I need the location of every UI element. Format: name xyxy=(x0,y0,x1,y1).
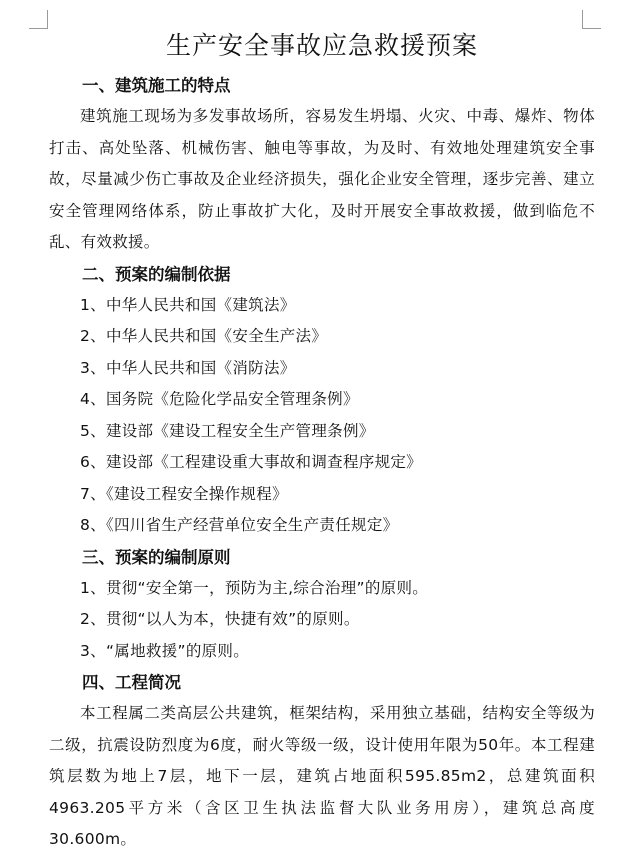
list-item: 6、建设部《工程建设重大事故和调查程序规定》 xyxy=(80,453,422,471)
section-paragraph: 建筑施工现场为多发事故场所，容易发生坍塌、火灾、中毒、爆炸、物体打击、高处坠落、机械伤害、触电等事故，为及时、有效地处理建筑安全事故，尽量减少伤亡事故及企业经济损失，强化企业安全管理，逐步完善、建立安全管理网络体系，防止事故扩大化，及时开展安全事故救援，做到临危不乱、有效救援。 xyxy=(49,107,595,251)
section-heading: 一、建筑施工的特点 xyxy=(82,76,231,95)
list-item: 4、国务院《危险化学品安全管理条例》 xyxy=(80,390,359,408)
list-item: 2、贯彻“以人为本，快捷有效”的原则。 xyxy=(80,610,360,628)
list-item: 5、建设部《建设工程安全生产管理条例》 xyxy=(80,421,375,440)
section-project-overview xyxy=(49,667,595,856)
page-corner-mark-top-left xyxy=(29,10,48,29)
document-page xyxy=(49,26,595,856)
list-item: 1、贯彻“安全第一，预防为主,综合治理”的原则。 xyxy=(80,578,429,597)
list-item: 2、中华人民共和国《安全生产法》 xyxy=(80,327,328,345)
list-item: 3、中华人民共和国《消防法》 xyxy=(80,358,296,377)
section-basis xyxy=(49,259,595,542)
section-principles xyxy=(49,542,595,668)
document-title: 生产安全事故应急救援预案 xyxy=(165,31,478,60)
list-item: 7、《建设工程安全操作规程》 xyxy=(80,484,288,503)
section-heading: 三、预案的编制原则 xyxy=(82,547,231,567)
list-item: 3、“属地救援”的原则。 xyxy=(80,641,250,660)
section-heading: 二、预案的编制依据 xyxy=(82,264,231,284)
list-item: 1、中华人民共和国《建筑法》 xyxy=(80,295,296,314)
list-item: 8、《四川省生产经营单位安全生产责任规定》 xyxy=(80,516,399,534)
section-features xyxy=(49,70,595,259)
section-heading: 四、工程简况 xyxy=(82,673,181,692)
section-paragraph: 本工程属二类高层公共建筑，框架结构，采用独立基础，结构安全等级为二级，抗震设防烈度为6度，耐火等级一级，设计使用年限为50年。本工程建筑层数为地上7层，地下一层，建筑占地面积595.85m2，总建筑面积4963.205平方米（含区卫生执法监督大队业务用房），建筑总高度30.600m。 xyxy=(49,704,595,848)
